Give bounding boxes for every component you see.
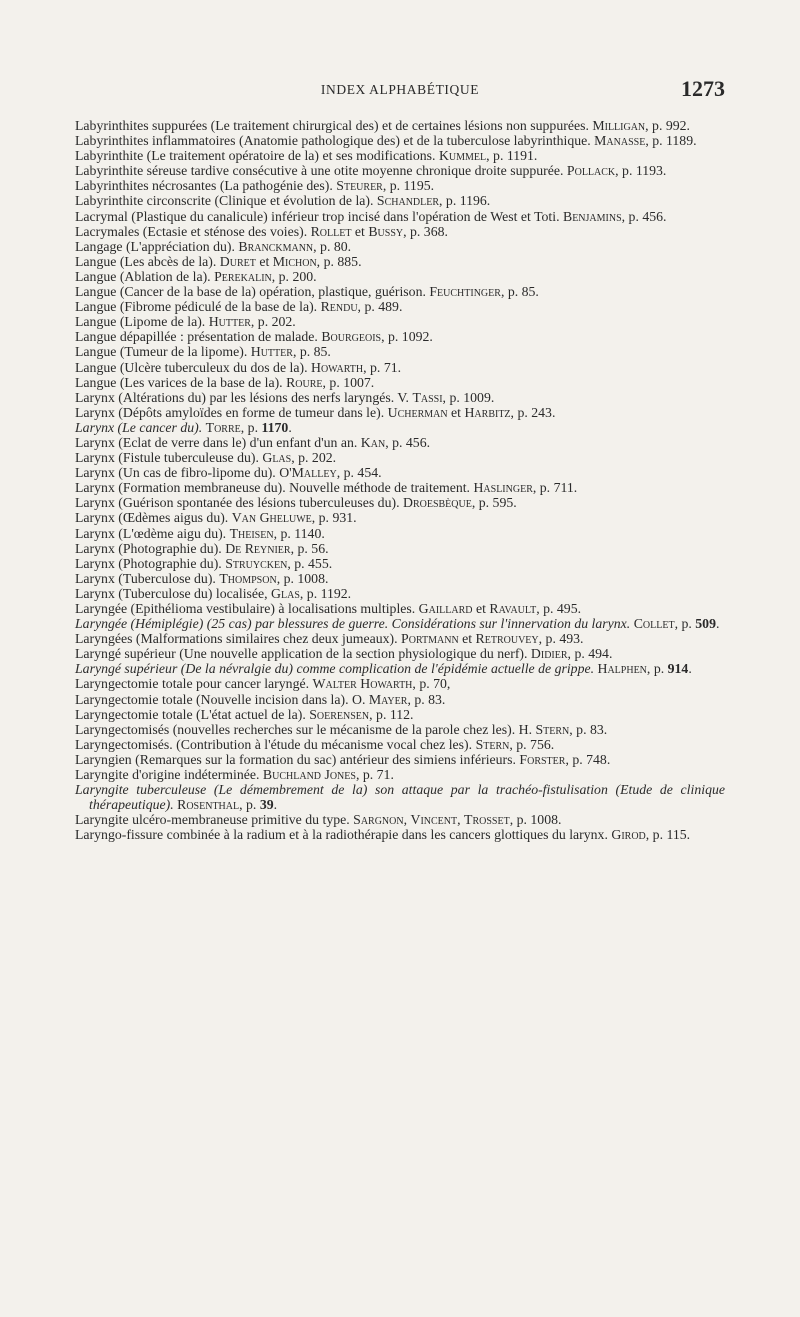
entry-text: Larynx (Eclat de verre dans le) d'un enfant d'un an.	[75, 434, 361, 450]
index-entry	[75, 375, 725, 390]
entry-text: Larynx (Formation membraneuse du). Nouvelle méthode de traitement.	[75, 480, 474, 496]
author-name: Portmann	[401, 631, 459, 647]
entry-text: Laryngo-fissure combinée à la radium et à la radiothérapie dans les cancers glottiques du larynx.	[75, 827, 612, 843]
entry-text: .	[288, 419, 292, 435]
entry-text: , p. 1092.	[381, 329, 433, 345]
author-name: Halphen	[597, 661, 647, 677]
entry-text: Laryngectomisés. (Contribution à l'étude du mécanisme vocal chez les).	[75, 736, 476, 752]
author-name: Girod	[611, 827, 646, 843]
entry-text: , p. 243.	[510, 404, 556, 420]
entry-text: , p. 495.	[536, 601, 582, 616]
entry-text: , p. 80.	[313, 238, 352, 254]
index-entry	[75, 435, 725, 450]
entry-text: Langue (Cancer de la base de la) opération, plastique, guérison.	[75, 284, 430, 300]
entry-text: , p. 455.	[287, 555, 333, 571]
entry-text: Langue (Tumeur de la lipome).	[75, 344, 251, 360]
entry-text: , p. 112.	[369, 706, 414, 722]
index-entry	[75, 526, 725, 541]
entry-text: , p. 200.	[271, 268, 317, 284]
entry-text: , p. 489.	[357, 299, 403, 315]
author-name: Buchland Jones	[262, 767, 356, 783]
author-name: Bourgeois	[321, 329, 382, 345]
author-name: Stern	[535, 721, 570, 737]
entry-text: Laryngite ulcéro-membraneuse primitive du type.	[75, 812, 354, 828]
running-title: INDEX ALPHABÉTIQUE	[320, 82, 480, 97]
author-name: Feuchtinger	[429, 284, 501, 300]
author-name: Manasse	[594, 133, 646, 149]
index-entry	[75, 405, 725, 420]
index-entry	[75, 178, 725, 193]
entry-text: Laryngé supérieur (Une nouvelle application de la section physiologique du nerf).	[75, 646, 531, 662]
entry-text: Langue (Ablation de la).	[75, 268, 215, 284]
entry-text: , p. 85.	[500, 284, 539, 300]
entry-text: , p. 992.	[645, 118, 690, 133]
index-entry	[75, 269, 725, 284]
index-entry	[75, 254, 725, 269]
author-name: Walter Howarth	[312, 676, 413, 692]
author-name: Thompson	[219, 570, 277, 586]
index-entry	[75, 390, 725, 405]
author-name: Sargnon	[353, 812, 404, 828]
entry-text: Larynx (Guérison spontanée des lésions tuberculeuses du).	[75, 495, 403, 511]
index-entry	[75, 314, 725, 329]
index-entry	[75, 586, 725, 601]
entry-text: Langue (Les abcès de la).	[75, 253, 220, 269]
author-name: Rendu	[320, 299, 358, 315]
index-entry	[75, 571, 725, 586]
entry-text: Labyrinthite séreuse tardive consécutive à une otite moyenne chronique droite suppurée.	[75, 163, 567, 179]
index-entry	[75, 541, 725, 556]
author-name: Trosset	[464, 812, 510, 828]
entry-text: , p. 494.	[567, 646, 613, 662]
index-entry	[75, 722, 725, 737]
author-name: Gaillard	[418, 601, 473, 616]
entry-text: Lacrymal (Plastique du canalicule) inférieur trop incisé dans l'opération de West et Toti.	[75, 208, 563, 224]
entry-text: Larynx (Dépôts amyloïdes en forme de tumeur dans le).	[75, 404, 388, 420]
entry-text: , p. 1008.	[276, 570, 329, 586]
author-name: Haslinger	[473, 480, 533, 496]
entry-text: , p.	[646, 661, 668, 677]
page-ref-bold: 39	[259, 797, 274, 813]
author-name: Glas	[262, 450, 292, 466]
index-entry	[75, 510, 725, 525]
author-name: O'Malley	[279, 465, 337, 481]
entry-text: , p. 931.	[311, 510, 357, 526]
entry-text: , p. 885.	[316, 253, 362, 269]
page-number: 1273	[681, 76, 725, 101]
index-entry	[75, 360, 725, 375]
entry-text: Laryngectomie totale (Nouvelle incision dans la). O.	[75, 691, 369, 707]
entry-text: Larynx (Œdèmes aigus du).	[75, 510, 232, 526]
entry-text: Larynx (Photographie du).	[75, 555, 226, 571]
entry-text: Labyrinthites suppurées (Le traitement chirurgical des) et de certaines lésions non suppurées.	[75, 118, 593, 133]
author-name: Forster	[519, 751, 566, 767]
index-entry	[75, 707, 725, 722]
index-entry	[75, 692, 725, 707]
entry-text: Larynx (Tuberculose du).	[75, 570, 220, 586]
author-name: Rosenthal	[177, 797, 240, 813]
entry-text: , p. 202.	[250, 314, 296, 330]
author-name: Collet	[633, 616, 675, 632]
entry-text: Larynx (Tuberculose du) localisée,	[75, 585, 272, 601]
index-entry	[75, 118, 725, 133]
index-entry	[75, 495, 725, 510]
entry-text: et	[255, 253, 273, 269]
entry-text: Langue dépapillée : présentation de malade.	[75, 329, 322, 345]
entry-text: , p. 368.	[403, 223, 448, 239]
entry-text: et	[351, 223, 369, 239]
page-ref-bold: 509	[695, 616, 716, 632]
entry-text: , p. 748.	[565, 751, 611, 767]
author-name: Struycken	[225, 555, 288, 571]
author-name: Vincent	[410, 812, 458, 828]
author-name: Pollack	[566, 163, 616, 179]
entry-text: et	[447, 404, 465, 420]
entry-text: , p. 1140.	[273, 525, 325, 541]
entry-text: Laryngite d'origine indéterminée.	[75, 767, 263, 783]
author-name: Benjamins	[563, 208, 622, 224]
entry-text: Labyrinthites inflammatoires (Anatomie pathologique des) et de la tuberculose labyrinthique.	[75, 133, 595, 149]
entry-text: et	[458, 631, 476, 647]
index-entry	[75, 450, 725, 465]
entry-text: Larynx (Fistule tuberculeuse du).	[75, 450, 263, 466]
entry-text: , p. 1007.	[322, 374, 375, 390]
index-entries	[75, 118, 725, 843]
index-entry	[75, 299, 725, 314]
author-name: Didier	[530, 646, 568, 662]
index-entry	[75, 239, 725, 254]
entry-text: , p. 83.	[407, 691, 446, 707]
entry-text: Langue (Les varices de la base de la).	[75, 374, 287, 390]
index-entry	[75, 676, 725, 691]
entry-text: , p. 71.	[355, 767, 394, 783]
entry-text: , p. 456.	[385, 434, 431, 450]
author-name: Retrouvey	[475, 631, 539, 647]
entry-text: , p. 1193.	[615, 163, 667, 179]
entry-text: , p. 56.	[290, 540, 329, 556]
entry-text: Labyrinthite (Le traitement opératoire de la) et ses modifications.	[75, 148, 439, 164]
author-name: Howarth	[310, 359, 364, 375]
entry-text: .	[688, 661, 692, 677]
author-name: Steurer	[336, 178, 383, 194]
entry-text: , p. 1195.	[382, 178, 435, 194]
index-entry	[75, 646, 725, 661]
index-entry	[75, 767, 725, 782]
entry-text: Laryngectomie totale (L'état actuel de la).	[75, 706, 310, 722]
author-name: Hutter	[250, 344, 293, 360]
entry-text: Larynx (Altérations du) par les lésions des nerfs laryngés. V.	[75, 389, 413, 405]
author-name: Glas	[271, 585, 300, 601]
entry-text: , p. 1008.	[509, 812, 562, 828]
entry-text: , p. 83.	[569, 721, 608, 737]
entry-text: , p.	[240, 419, 262, 435]
author-name: Mayer	[368, 691, 408, 707]
entry-text: , p. 756.	[509, 736, 555, 752]
author-name: Van Gheluwe	[231, 510, 312, 526]
entry-text: , p. 115.	[645, 827, 691, 843]
author-name: Ucherman	[387, 404, 448, 420]
entry-text: , p. 456.	[621, 208, 667, 224]
index-entry	[75, 163, 725, 178]
entry-text: , p. 1191.	[486, 148, 538, 164]
author-name: Stern	[475, 736, 510, 752]
author-name: Tassi	[412, 389, 443, 405]
index-entry	[75, 133, 725, 148]
index-entry	[75, 465, 725, 480]
page-ref-bold: 1170	[261, 419, 289, 435]
index-entry	[75, 224, 725, 239]
entry-text: , p. 1196.	[439, 193, 491, 209]
index-entry	[75, 193, 725, 208]
index-entry	[75, 631, 725, 646]
entry-text: , p. 1189.	[645, 133, 697, 149]
entry-text: Lacrymales (Ectasie et sténose des voies).	[75, 223, 311, 239]
author-name: Roure	[286, 374, 323, 390]
author-name: Kummel	[438, 148, 487, 164]
author-name: Schandler	[376, 193, 440, 209]
entry-text: , p. 1192.	[299, 585, 352, 601]
entry-text: Laryngectomie totale pour cancer laryngé.	[75, 676, 313, 692]
author-name: Theisen	[229, 525, 274, 541]
author-name: De Reynier	[225, 540, 291, 556]
author-name: Harbitz	[464, 404, 511, 420]
index-entry	[75, 148, 725, 163]
entry-text: Laryngite tuberculeuse (Le démembrement de la) son attaque par la trachéo-fistulisation (Etude de clinique thérapeutique).	[75, 782, 725, 813]
entry-text: , p. 70,	[412, 676, 451, 692]
index-entry	[75, 344, 725, 359]
entry-text: , p. 595.	[471, 495, 517, 511]
entry-text: Larynx (L'œdème aigu du).	[75, 525, 230, 541]
author-name: Milligan	[592, 118, 646, 133]
author-name: Kan	[360, 434, 386, 450]
entry-text: et	[472, 601, 490, 616]
index-entry	[75, 616, 725, 631]
entry-text: .	[715, 616, 720, 632]
index-entry	[75, 480, 725, 495]
author-name: Duret	[219, 253, 256, 269]
entry-text: Laryngée (Hémiplégie) (25 cas) par blessures de guerre. Considérations sur l'innervation du larynx.	[75, 616, 634, 632]
author-name: Torre	[205, 419, 241, 435]
entry-text: Langue (Ulcère tuberculeux du dos de la).	[75, 359, 311, 375]
entry-text: Laryngée (Epithélioma vestibulaire) à localisations multiples.	[75, 601, 419, 616]
entry-text: , p. 71.	[363, 359, 402, 375]
index-entry	[75, 420, 725, 435]
index-entry	[75, 661, 725, 676]
author-name: Branckmann	[238, 238, 314, 254]
entry-text: Larynx (Un cas de fibro-lipome du).	[75, 465, 280, 481]
index-entry	[75, 284, 725, 299]
index-entry	[75, 556, 725, 571]
entry-text: , p. 1009.	[442, 389, 495, 405]
entry-text: Langage (L'appréciation du).	[75, 238, 239, 254]
entry-text: Larynx (Photographie du).	[75, 540, 226, 556]
entry-text: Laryngées (Malformations similaires chez deux jumeaux).	[75, 631, 402, 647]
page-header	[75, 76, 725, 106]
author-name: Bussy	[368, 223, 404, 239]
entry-text: Laryngé supérieur (De la névralgie du) comme complication de l'épidémie actuelle de grippe.	[75, 661, 598, 677]
entry-text: Labyrinthite circonscrite (Clinique et évolution de la).	[75, 193, 377, 209]
author-name: Ravault	[489, 601, 537, 616]
author-name: Rollet	[310, 223, 352, 239]
author-name: Perekalin	[214, 268, 272, 284]
entry-text: ,	[457, 812, 465, 828]
index-entry	[75, 812, 725, 827]
entry-text: Laryngien (Remarques sur la formation du sac) antérieur des simiens inférieurs.	[75, 751, 520, 767]
index-entry	[75, 209, 725, 224]
entry-text: , p. 202.	[291, 450, 337, 466]
index-entry	[75, 329, 725, 344]
entry-text: Labyrinthites nécrosantes (La pathogénie des).	[75, 178, 337, 194]
entry-text: Langue (Lipome de la).	[75, 314, 209, 330]
author-name: Hutter	[208, 314, 251, 330]
index-entry	[75, 601, 725, 616]
entry-text: , p. 85.	[292, 344, 331, 360]
entry-text: Langue (Fibrome pédiculé de la base de la).	[75, 299, 321, 315]
entry-text: , p. 454.	[336, 465, 382, 481]
author-name: Michon	[272, 253, 317, 269]
index-entry	[75, 782, 725, 812]
author-name: Soerensen	[309, 706, 370, 722]
index-entry	[75, 737, 725, 752]
entry-text: , p. 493.	[538, 631, 584, 647]
author-name: Droesbèque	[402, 495, 472, 511]
entry-text: .	[273, 797, 278, 813]
entry-text: , p.	[239, 797, 260, 813]
page-ref-bold: 914	[667, 661, 689, 677]
index-entry	[75, 827, 725, 842]
index-entry	[75, 752, 725, 767]
entry-text: Laryngectomisés (nouvelles recherches sur le mécanisme de la parole chez les). H.	[75, 721, 536, 737]
entry-text: , p. 711.	[532, 480, 578, 496]
entry-text: , p.	[674, 616, 696, 632]
entry-text: Larynx (Le cancer du).	[75, 419, 206, 435]
entry-text: ,	[403, 812, 411, 828]
